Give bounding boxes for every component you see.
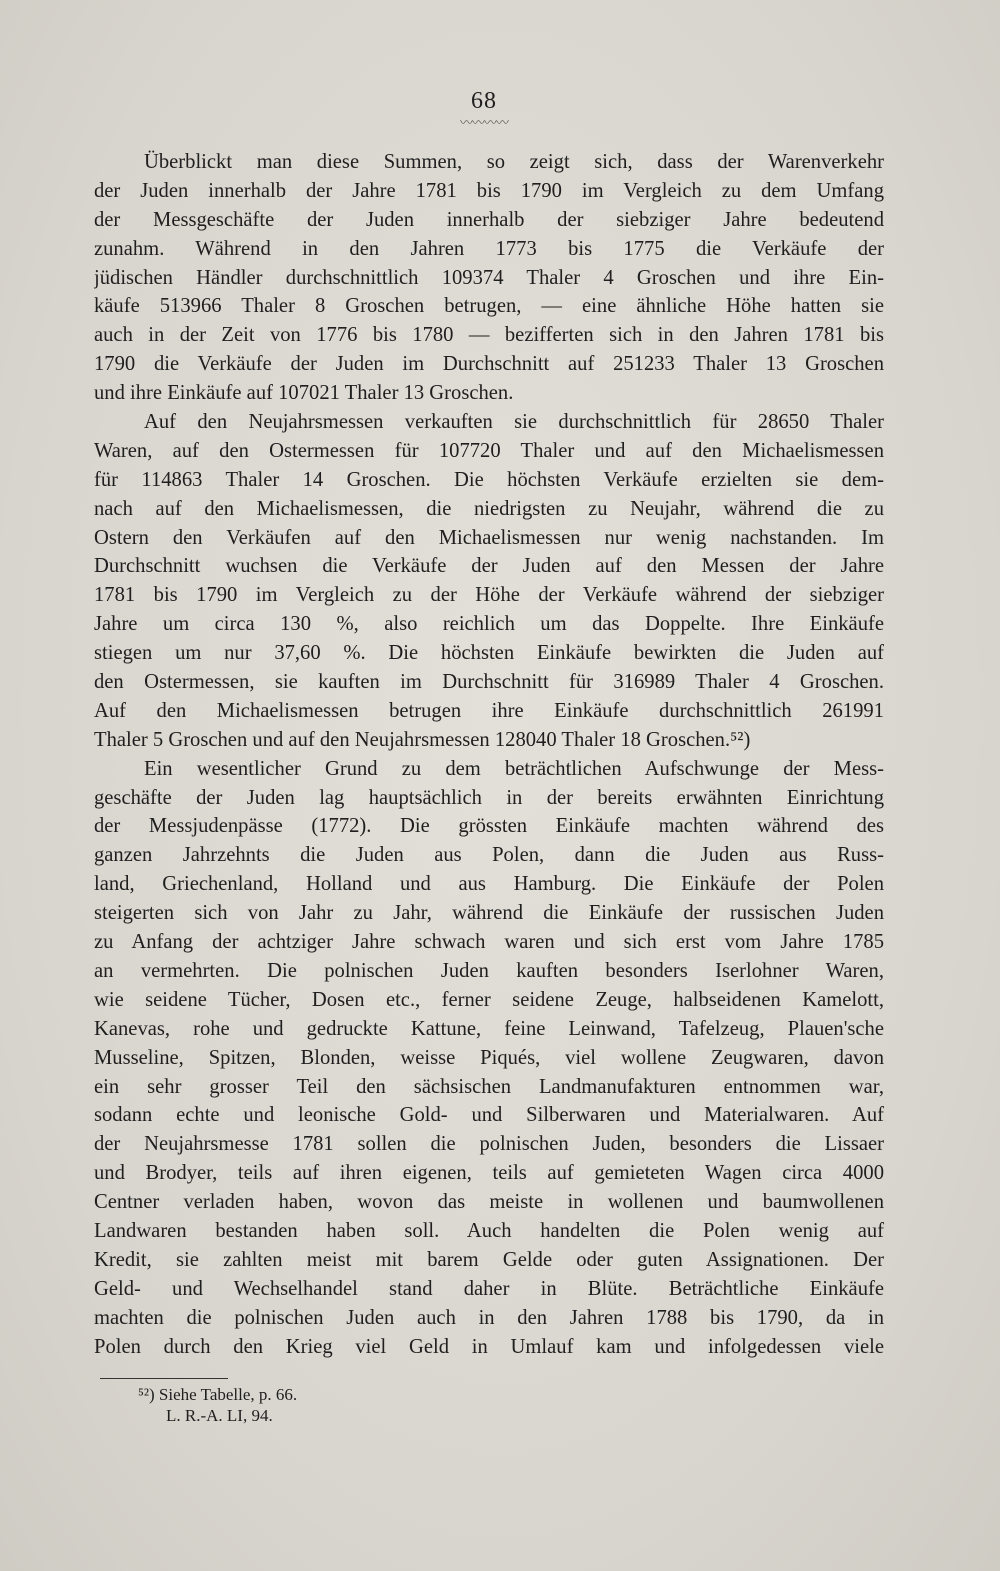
text-line: ein sehr grosser Teil den sächsischen Landmanufakturen entnommen war, [94,1075,884,1098]
text-line: Kredit, sie zahlten meist mit barem Gelde oder guten Assignationen. Der [94,1248,884,1271]
text-line: Landwaren bestanden haben soll. Auch handelten die Polen wenig auf [94,1219,884,1242]
text-line: für 114863 Thaler 14 Groschen. Die höchsten Verkäufe erzielten sie dem- [94,468,884,491]
text-line: zunahm. Während in den Jahren 1773 bis 1775 die Verkäufe der [94,237,884,260]
text-line: wie seidene Tücher, Dosen etc., ferner seidene Zeuge, halbseidenen Kamelott, [94,988,884,1011]
header-ornament: 〰〰〰〰 [459,115,508,130]
text-line: käufe 513966 Thaler 8 Groschen betrugen, — eine ähnliche Höhe hatten sie [94,295,884,318]
text-line: nach auf den Michaelismessen, die niedrigsten zu Neujahr, während die zu [94,497,884,520]
text-line: und ihre Einkäufe auf 107021 Thaler 13 Groschen. [94,382,514,405]
text-line: den Ostermessen, sie kauften im Durchschnitt für 316989 Thaler 4 Groschen. [94,671,884,694]
text-line: Kanevas, rohe und gedruckte Kattune, feine Leinwand, Tafelzeug, Plauen'sche [94,1017,884,1040]
text-line: sodann echte und leonische Gold- und Silberwaren und Materialwaren. Auf [94,1104,884,1127]
text-line: Musseline, Spitzen, Blonden, weisse Piqués, viel wollene Zeugwaren, davon [94,1046,884,1069]
text-line: der Messgeschäfte der Juden innerhalb der siebziger Jahre bedeutend [94,208,884,231]
text-line: geschäfte der Juden lag hauptsächlich in der bereits erwähnten Einrichtung [94,786,884,809]
page-number: 68 [471,88,497,114]
text-line: und Brodyer, teils auf ihren eigenen, teils auf gemieteten Wagen circa 4000 [94,1162,884,1185]
text-line: der Messjudenpässe (1772). Die grössten Einkäufe machten während des [94,815,884,838]
text-line: Centner verladen haben, wovon das meiste in wollenen und baumwollenen [94,1191,884,1214]
text-line: 1781 bis 1790 im Vergleich zu der Höhe der Verkäufe während der siebziger [94,584,884,607]
footnote-line: L. R.-A. LI, 94. [166,1406,273,1425]
text-line: Ein wesentlicher Grund zu dem beträchtlichen Aufschwunge der Mess- [144,757,884,780]
text-line: machten die polnischen Juden auch in den Jahren 1788 bis 1790, da in [94,1306,884,1329]
text-line: an vermehrten. Die polnischen Juden kauften besonders Iserlohner Waren, [94,959,884,982]
text-line: Überblickt man diese Summen, so zeigt sich, dass der Warenverkehr [144,151,884,173]
text-line: ganzen Jahrzehnts die Juden aus Polen, dann die Juden aus Russ- [94,844,884,867]
text-line: Thaler 5 Groschen und auf den Neujahrsmessen 128040 Thaler 18 Groschen.⁵²) [94,728,751,751]
text-line: auch in der Zeit von 1776 bis 1780 — bezifferten sich in den Jahren 1781 bis [94,324,884,347]
text-line: jüdischen Händler durchschnittlich 109374 Thaler 4 Groschen und ihre Ein- [94,266,884,289]
text-line: zu Anfang der achtziger Jahre schwach waren und sich erst vom Jahre 1785 [94,931,884,954]
body-text [94,148,884,1361]
text-line: stiegen um nur 37,60 %. Die höchsten Einkäufe bewirkten die Juden auf [94,642,884,665]
footnotes [138,1384,297,1426]
text-line: steigerten sich von Jahr zu Jahr, während die Einkäufe der russischen Juden [94,902,884,925]
text-line: Auf den Neujahrsmessen verkauften sie durchschnittlich für 28650 Thaler [144,411,884,434]
text-line: Polen durch den Krieg viel Geld in Umlauf kam und infolgedessen viele [94,1335,884,1358]
text-line: 1790 die Verkäufe der Juden im Durchschnitt auf 251233 Thaler 13 Groschen [94,353,884,376]
footnote-divider [100,1378,228,1379]
text-line: der Neujahrsmesse 1781 sollen die polnischen Juden, besonders die Lissaer [94,1133,884,1156]
footnote-line: ⁵²) Siehe Tabelle, p. 66. [138,1385,298,1404]
text-line: Waren, auf den Ostermessen für 107720 Thaler und auf den Michaelismessen [94,439,884,462]
text-line: Geld- und Wechselhandel stand daher in Blüte. Beträchtliche Einkäufe [94,1277,884,1300]
text-line: Jahre um circa 130 %, also reichlich um das Doppelte. Ihre Einkäufe [94,613,884,636]
text-line: der Juden innerhalb der Jahre 1781 bis 1790 im Vergleich zu dem Umfang [94,179,884,202]
text-line: land, Griechenland, Holland und aus Hamburg. Die Einkäufe der Polen [94,873,884,896]
text-line: Auf den Michaelismessen betrugen ihre Einkäufe durchschnittlich 261991 [94,699,884,722]
text-line: Durchschnitt wuchsen die Verkäufe der Juden auf den Messen der Jahre [94,555,884,578]
text-line: Ostern den Verkäufen auf den Michaelismessen nur wenig nachstanden. Im [94,526,884,549]
